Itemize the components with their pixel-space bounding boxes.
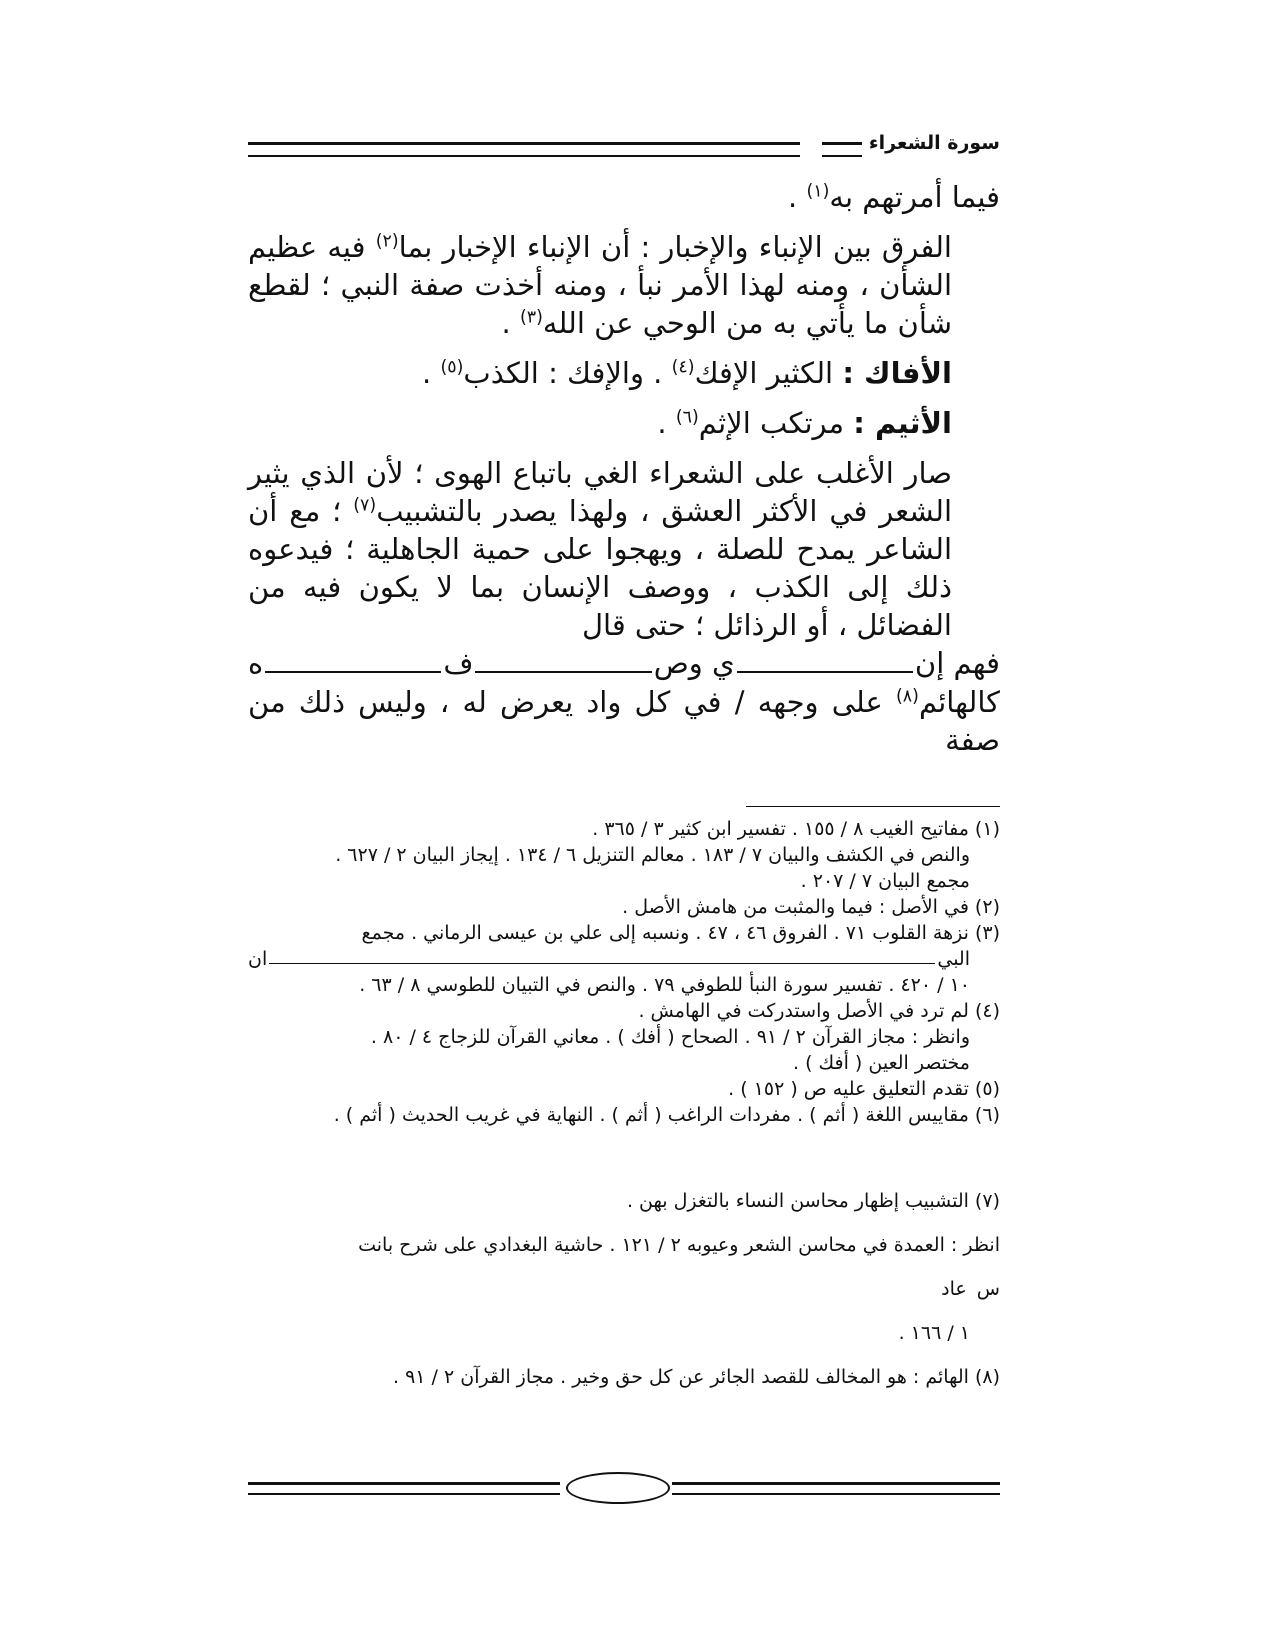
header-double-rule — [248, 142, 800, 157]
term-heading: الأثيم : — [853, 406, 952, 440]
paragraph-4: الأثيم : مرتكب الإثم$^{(٦)}$ . — [657, 406, 952, 440]
footnote-4: (٤) لم ترد في الأصل واستدركت في الهامش . — [638, 1000, 1000, 1022]
footnote-1-continued: والنص في الكشف والبيان ٧ / ١٨٣ . معالم التنزيل ٦ / ١٣٤ . إيجاز البيان ٢ / ٦٢٧ . — [335, 844, 970, 866]
footnote-ref: (٦) — [675, 407, 699, 428]
footnote-ref: (٤) — [671, 357, 695, 378]
footnotes-continued — [248, 1190, 1000, 1410]
paragraph-2: الفرق بين الإنباء والإخبار : أن الإنباء الإخبار بما$^{(٢)}$ فيه عظيم الشأن ، ومنه لهذا الأمر نبأ ، ومنه أخذت صفة النبي ؛ لقطع شأن ما يأتي به من الوحي عن الله$^{(٣)}$ . — [248, 230, 952, 340]
main-text — [248, 178, 1000, 759]
paragraph-1: فيما أمرتهم به$^{(١)}$ . — [788, 180, 1000, 214]
paragraph-6: كالهائم$^{(٨)}$ على وجهه / في كل واد يعرض له ، وليس ذلك من صفة — [248, 685, 1000, 757]
footnote-ref: (٣) — [519, 307, 543, 328]
footnote-7-continued: ١ / ١٦٦ . — [898, 1322, 970, 1344]
footer-rule-left — [248, 1482, 560, 1495]
stretched-verse-line: فهم إن ي وص ف ه — [247, 646, 1000, 680]
footnote-5: (٥) تقدم التعليق عليه ص ( ١٥٢ ) . — [728, 1078, 1000, 1100]
footnote-7: (٧) التشبيب إظهار محاسن النساء بالتغزل بهن . — [626, 1190, 1000, 1212]
chapter-title: سورة الشعراء — [868, 132, 1000, 154]
footnote-ref: (٥) — [440, 357, 464, 378]
footnote-ref: (٧) — [353, 495, 377, 516]
footnote-4-continued: مختصر العين ( أفك ) . — [792, 1052, 970, 1074]
footnote-3-stretched: البي ان — [248, 948, 970, 970]
footnote-3-continued: ١٠ / ٤٢٠ . تفسير سورة النبأ للطوفي ٧٩ . والنص في التبيان للطوسي ٨ / ٦٣ . — [359, 974, 970, 996]
header-rule-segment — [822, 142, 862, 157]
footnote-ref: (١) — [806, 181, 830, 202]
page-number-oval — [566, 1472, 670, 1504]
footnote-ref: (٨) — [896, 686, 919, 707]
footer-rule-right — [672, 1482, 1000, 1495]
footnote-ref: (٢) — [375, 231, 399, 252]
page-header — [248, 130, 1000, 164]
footnote-1: (١) مفاتيح الغيب ٨ / ١٥٥ . تفسير ابن كثير ٣ / ٣٦٥ . — [592, 818, 1000, 840]
footnotes — [248, 816, 1000, 1128]
footnote-7-continued: انظر : العمدة في محاسن الشعر وعيوبه ٢ / ١٢١ . حاشية البغدادي على شرح بانت — [358, 1234, 1000, 1256]
footnote-4-continued: وانظر : مجاز القرآن ٢ / ٩١ . الصحاح ( أفك ) . معاني القرآن للزجاج ٤ / ٨٠ . — [370, 1026, 970, 1048]
term-heading: الأفاك : — [842, 356, 952, 390]
paragraph-5: صار الأغلب على الشعراء الغي باتباع الهوى ؛ لأن الذي يثير الشعر في الأكثر العشق ، ولهذا يصدر بالتشبيب$^{(٧)}$ ؛ مع أن الشاعر يمدح للصلة ، ويهجوا على حمية الجاهلية ؛ فيدعوه ذلك إلى الكذب ، ووصف الإنسان بما لا يكون فيه من الفضائل ، أو الرذائل ؛ حتى قال — [248, 456, 953, 642]
footnote-8: (٨) الهائم : هو المخالف للقصد الجائر عن كل حق وخير . مجاز القرآن ٢ / ٩١ . — [392, 1366, 1000, 1388]
footnote-3: (٣) نزهة القلوب ٧١ . الفروق ٤٦ ، ٤٧ . ونسبه إلى علي بن عيسى الرماني . مجمع — [361, 922, 1000, 944]
footnote-separator — [746, 806, 1000, 807]
footnote-7-stretched: س عاد — [941, 1278, 1000, 1300]
footnote-2: (٢) في الأصل : فيما والمثبت من هامش الأصل . — [622, 896, 1000, 918]
footnote-6: (٦) مقاييس اللغة ( أثم ) . مفردات الراغب ( أثم ) . النهاية في غريب الحديث ( أثم ) . — [333, 1104, 1000, 1126]
footnote-1-continued: مجمع البيان ٧ / ٢٠٧ . — [800, 870, 970, 892]
paragraph-3: الأفاك : الكثير الإفك$^{(٤)}$ . والإفك : الكذب$^{(٥)}$ . — [422, 356, 952, 390]
page-footer-ornament — [248, 1472, 1000, 1506]
